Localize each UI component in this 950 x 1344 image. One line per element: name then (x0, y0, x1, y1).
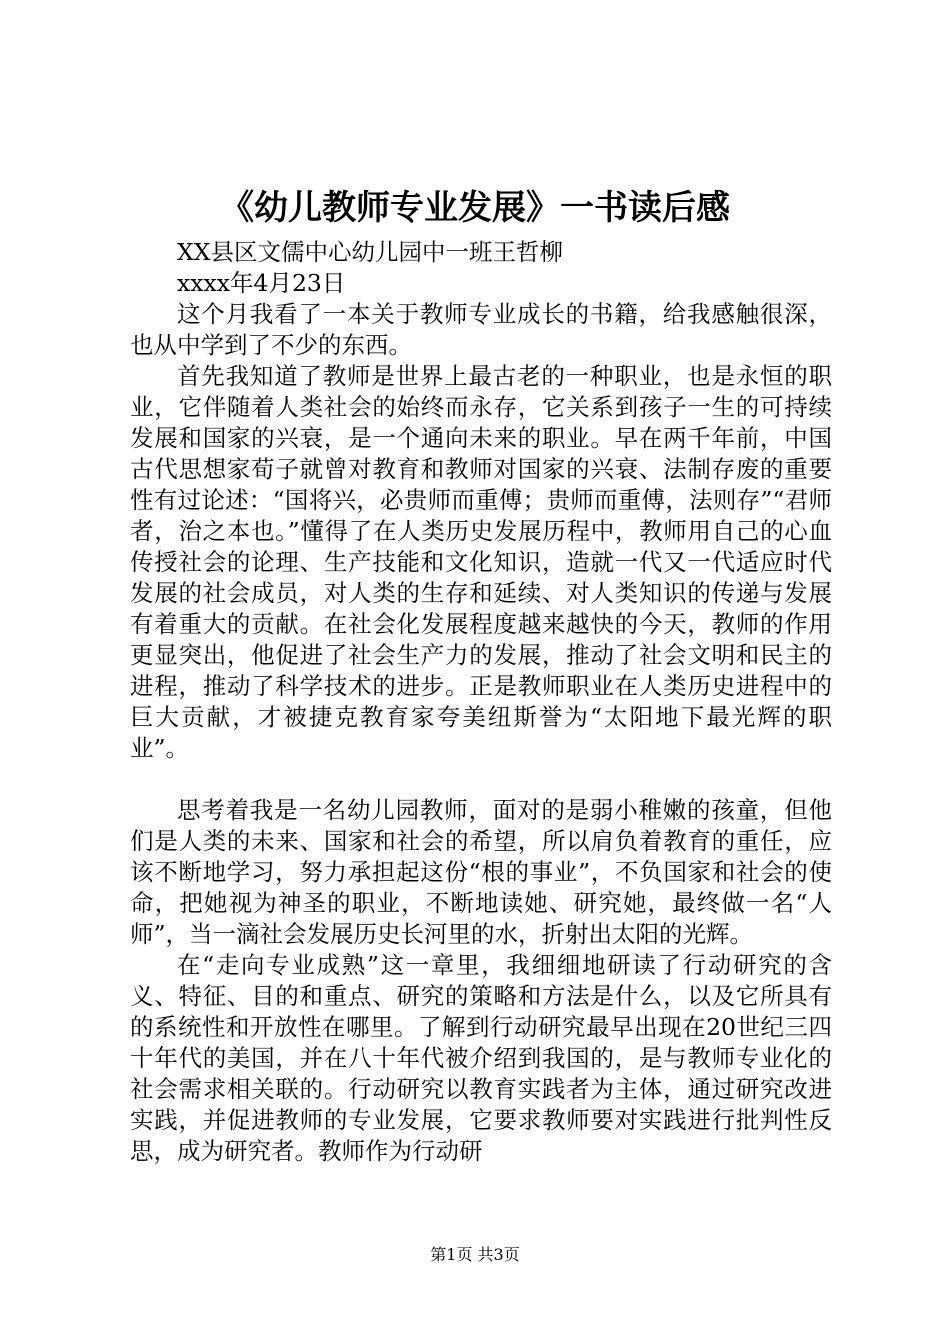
document-body (130, 237, 832, 1167)
body-paragraph: 首先我知道了教师是世界上最古老的一种职业，也是永恒的职业，它伴随着人类社会的始终而永存，它关系到孩子一生的可持续发展和国家的兴衰，是一个通向未来的职业。早在两千年前，中国古代思想家荀子就曾对教育和教师对国家的兴衰、法制存废的重要性有过论述：“国将兴，必贵师而重傅；贵师而重傅，法则存”“君师者，治之本也。”懂得了在人类历史发展历程中，教师用自己的心血传授社会的论理、生产技能和文化知识，造就一代又一代适应时代发展的社会成员，对人类的生存和延续、对人类知识的传递与发展有着重大的贡献。在社会化发展程度越来越快的今天，教师的作用更显突出，他促进了社会生产力的发展，推动了社会文明和民主的进程，推动了科学技术的进步。正是教师职业在人类历史进程中的巨大贡献，才被捷克教育家夸美纽斯誉为“太阳地下最光辉的职业”。 (130, 362, 832, 762)
body-paragraph: 这个月我看了一本关于教师专业成长的书籍，给我感触很深，也从中学到了不少的东西。 (130, 300, 832, 359)
date-line: xxxx年4月23日 (177, 269, 346, 297)
body-paragraph: 思考着我是一名幼儿园教师，面对的是弱小稚嫩的孩童，但他们是人类的未来、国家和社会的希望，所以肩负着教育的重任，应该不断地学习，努力承担起这份“根的事业”，不负国家和社会的使命，把她视为神圣的职业，不断地读她、研究她，最终做一名“人师”，当一滴社会发展历史长河里的水，折射出太阳的光辉。 (130, 796, 832, 948)
page-number: 第1页 共3页 (430, 1245, 520, 1264)
author-line: XX县区文儒中心幼儿园中一班王哲柳 (177, 238, 563, 266)
body-paragraph: 在“走向专业成熟”这一章里，我细细地研读了行动研究的含义、特征、目的和重点、研究的策略和方法是什么，以及它所具有的系统性和开放性在哪里。了解到行动研究最早出现在20世纪三四十年代的美国，并在八十年代被介绍到我国的，是与教师专业化的社会需求相关联的。行动研究以教育实践者为主体，通过研究改进实践，并促进教师的专业发展，它要求教师要对实践进行批判性反思，成为研究者。教师作为行动研 (130, 951, 832, 1165)
document-title: 《幼儿教师专业发展》一书读后感 (220, 188, 730, 228)
